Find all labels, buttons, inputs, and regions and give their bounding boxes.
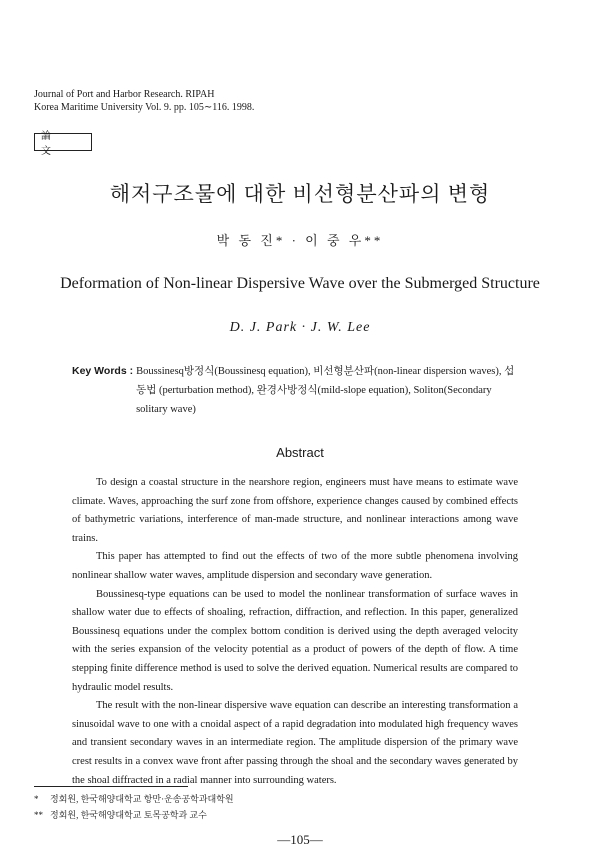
article-type-badge: 論 文 [34,133,92,151]
authors-korean: 박 동 진* · 이 중 우** [216,233,384,248]
keywords [72,362,524,419]
abstract-paragraph: The result with the non-linear dispersive wave equation can describe an interesting transformation a sinusoidal wave to one with a cnoidal aspect of a rapid degradation into modulated high frequency waves and transient secondary waves in an intermediate region. The amplitude dispersion of the primary wave crest results in a convex wave front after passing through the shoal and the secondary waves generated by the shoal diffracted in a radial manner into surrounding waters. [72,700,518,786]
abstract-paragraph: This paper has attempted to find out the effects of two of the more subtle phenomena involving nonlinear shallow water waves, amplitude dispersion and secondary wave generation. [72,551,518,581]
footnote-mark: ** [34,810,43,820]
footnotes [34,791,234,823]
journal-line-1: Journal of Port and Harbor Research. RIPAH [34,89,215,100]
footnote [34,807,234,823]
footnote-text: 정회원, 한국해양대학교 토목공학과 교수 [50,810,207,820]
title-english: Deformation of Non-linear Dispersive Wave over the Submerged Structure [60,275,540,292]
keywords-text: Boussinesq방정식(Boussinesq equation), 비선형분산파(non-linear dispersion waves), 섭동법 (perturbation method), 완경사방정식(mild-slope equation), Soliton(Secondary solitary wave) [136,366,515,415]
title-korean: 해저구조물에 대한 비선형분산파의 변형 [109,182,491,206]
abstract-heading: Abstract [276,445,324,460]
abstract-paragraph: Boussinesq-type equations can be used to model the nonlinear transformation of surface waves in shallow water due to effects of shoaling, refraction, diffraction, and reflection. In this paper, generalized Boussinesq equations under the complex bottom condition is derived using the depth averaged velocity with the series expansion of the velocity potential as a product of powers of the depth of flow. A time stepping finite difference method is used to solve the derived equation. Numerical results are compared to hydraulic model results. [72,588,518,693]
page-number: —105— [277,832,323,847]
footnote-text: 정회원, 한국해양대학교 항만·운송공학과대학원 [50,794,234,804]
footnote-mark: * [34,794,39,804]
abstract-body [72,474,518,790]
abstract-paragraph: To design a coastal structure in the nearshore region, engineers must have means to estimate wave climate. Waves, approaching the surf zone from offshore, experience changes caused by combined effects of bathymetric variations, interference of man-made structure, and nonlinear interactions among wave trains. [72,477,518,544]
authors-english: D. J. Park · J. W. Lee [229,320,371,335]
footnote [34,791,234,807]
footnote-divider [34,786,188,787]
journal-citation [34,88,254,114]
keywords-label: Key Words : [72,365,134,377]
journal-line-2: Korea Maritime University Vol. 9. pp. 105∼116. 1998. [34,102,255,113]
